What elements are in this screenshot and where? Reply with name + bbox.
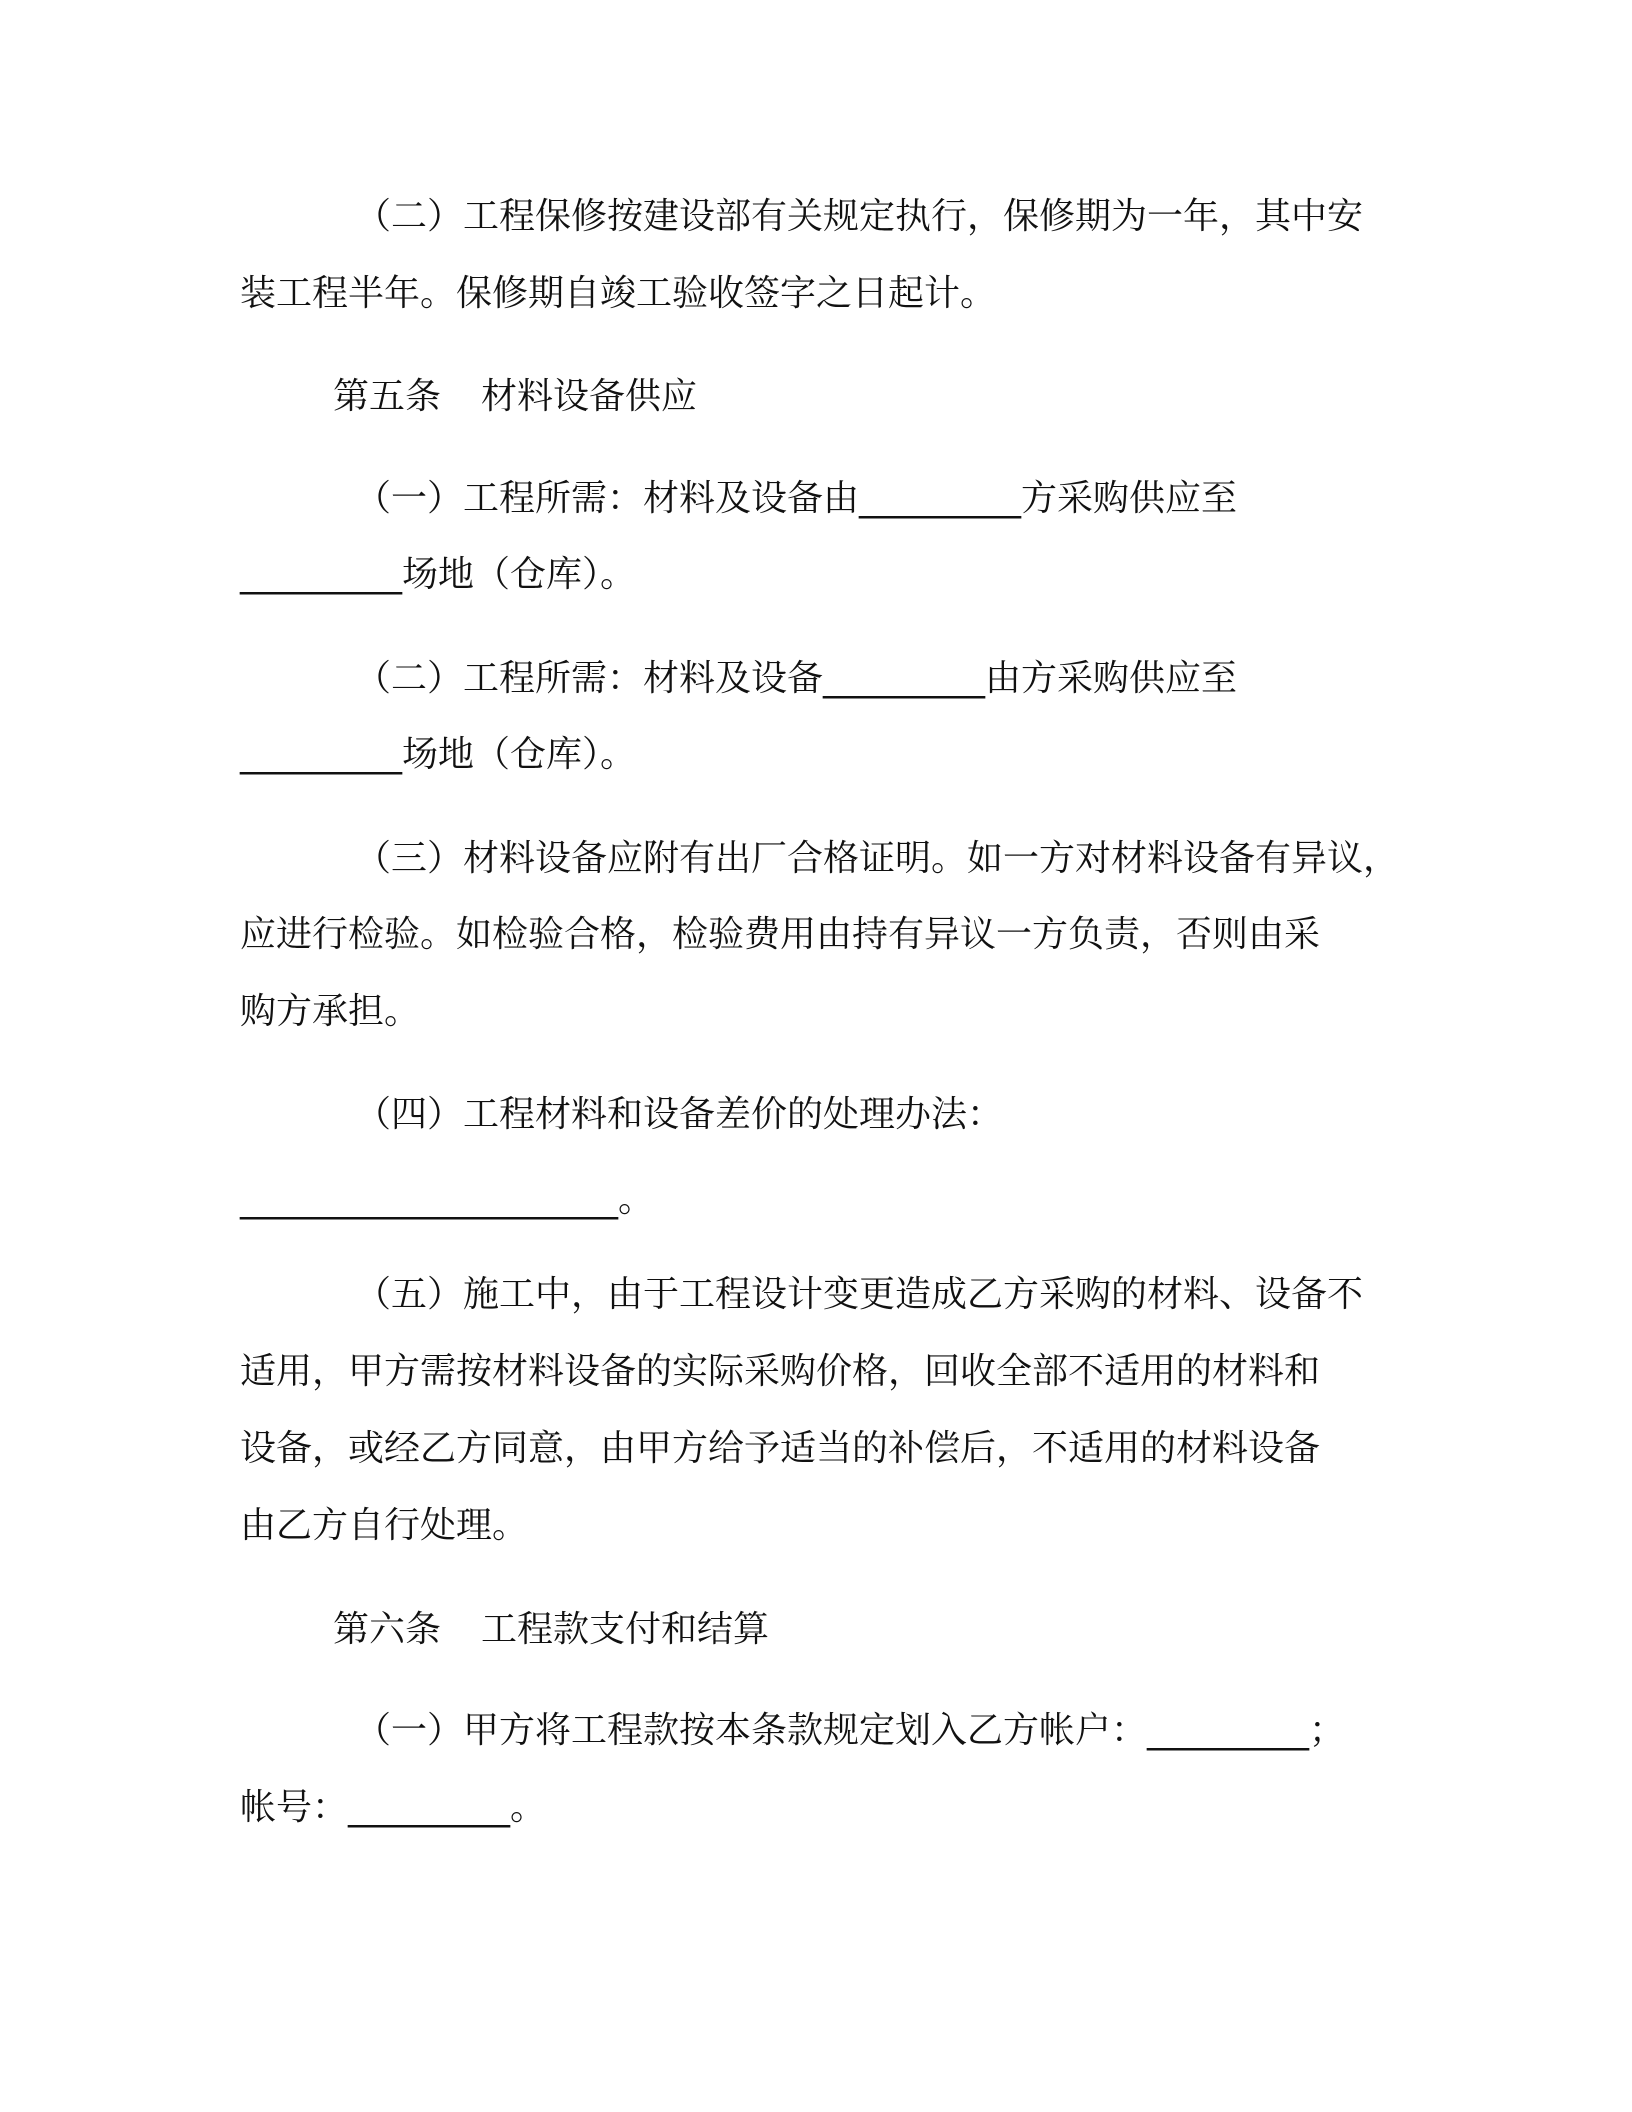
clause-5-5-line-2: 适用，甲方需按材料设备的实际采购价格，回收全部不适用的材料和	[240, 1351, 1321, 1392]
article-5-number: 第五条	[333, 376, 442, 417]
clause-5-5-line-3: 设备，或经乙方同意，由甲方给予适当的补偿后，不适用的材料设备	[240, 1428, 1321, 1469]
article-5-title: 材料设备供应	[481, 376, 698, 417]
clause-5-2-line-1: （二）工程所需：材料及设备_________由方采购供应至	[355, 658, 1238, 699]
clause-5-4-line-2: _____________________。	[240, 1179, 654, 1220]
clause-5-5-line-4: 由乙方自行处理。	[240, 1505, 529, 1546]
article-6-heading	[333, 1608, 769, 1652]
clause-5-2-line-2: _________场地（仓库）。	[240, 734, 637, 775]
clause-5-5-line-1: （五）施工中，由于工程设计变更造成乙方采购的材料、设备不	[355, 1274, 1364, 1315]
clause-6-1-line-1: （一）甲方将工程款按本条款规定划入乙方帐户：_________；	[355, 1710, 1346, 1751]
clause-5-3-line-3: 购方承担。	[240, 991, 421, 1032]
clause-6-1-line-2: 帐号：_________。	[240, 1787, 547, 1828]
clause-5-4-line-1: （四）工程材料和设备差价的处理办法：	[355, 1094, 1004, 1135]
clause-5-1-line-1: （一）工程所需：材料及设备由_________方采购供应至	[355, 478, 1238, 519]
article-5-heading	[333, 375, 697, 419]
paragraph-warranty-line-1: （二）工程保修按建设部有关规定执行，保修期为一年，其中安	[355, 196, 1364, 237]
article-6-title: 工程款支付和结算	[481, 1609, 770, 1650]
clause-5-1-line-2: _________场地（仓库）。	[240, 554, 637, 595]
article-6-number: 第六条	[333, 1609, 442, 1650]
paragraph-warranty-line-2: 装工程半年。保修期自竣工验收签字之日起计。	[240, 273, 997, 314]
clause-5-3-line-1: （三）材料设备应附有出厂合格证明。如一方对材料设备有异议，	[355, 838, 1400, 879]
clause-5-3-line-2: 应进行检验。如检验合格，检验费用由持有异议一方负责，否则由采	[240, 914, 1321, 955]
